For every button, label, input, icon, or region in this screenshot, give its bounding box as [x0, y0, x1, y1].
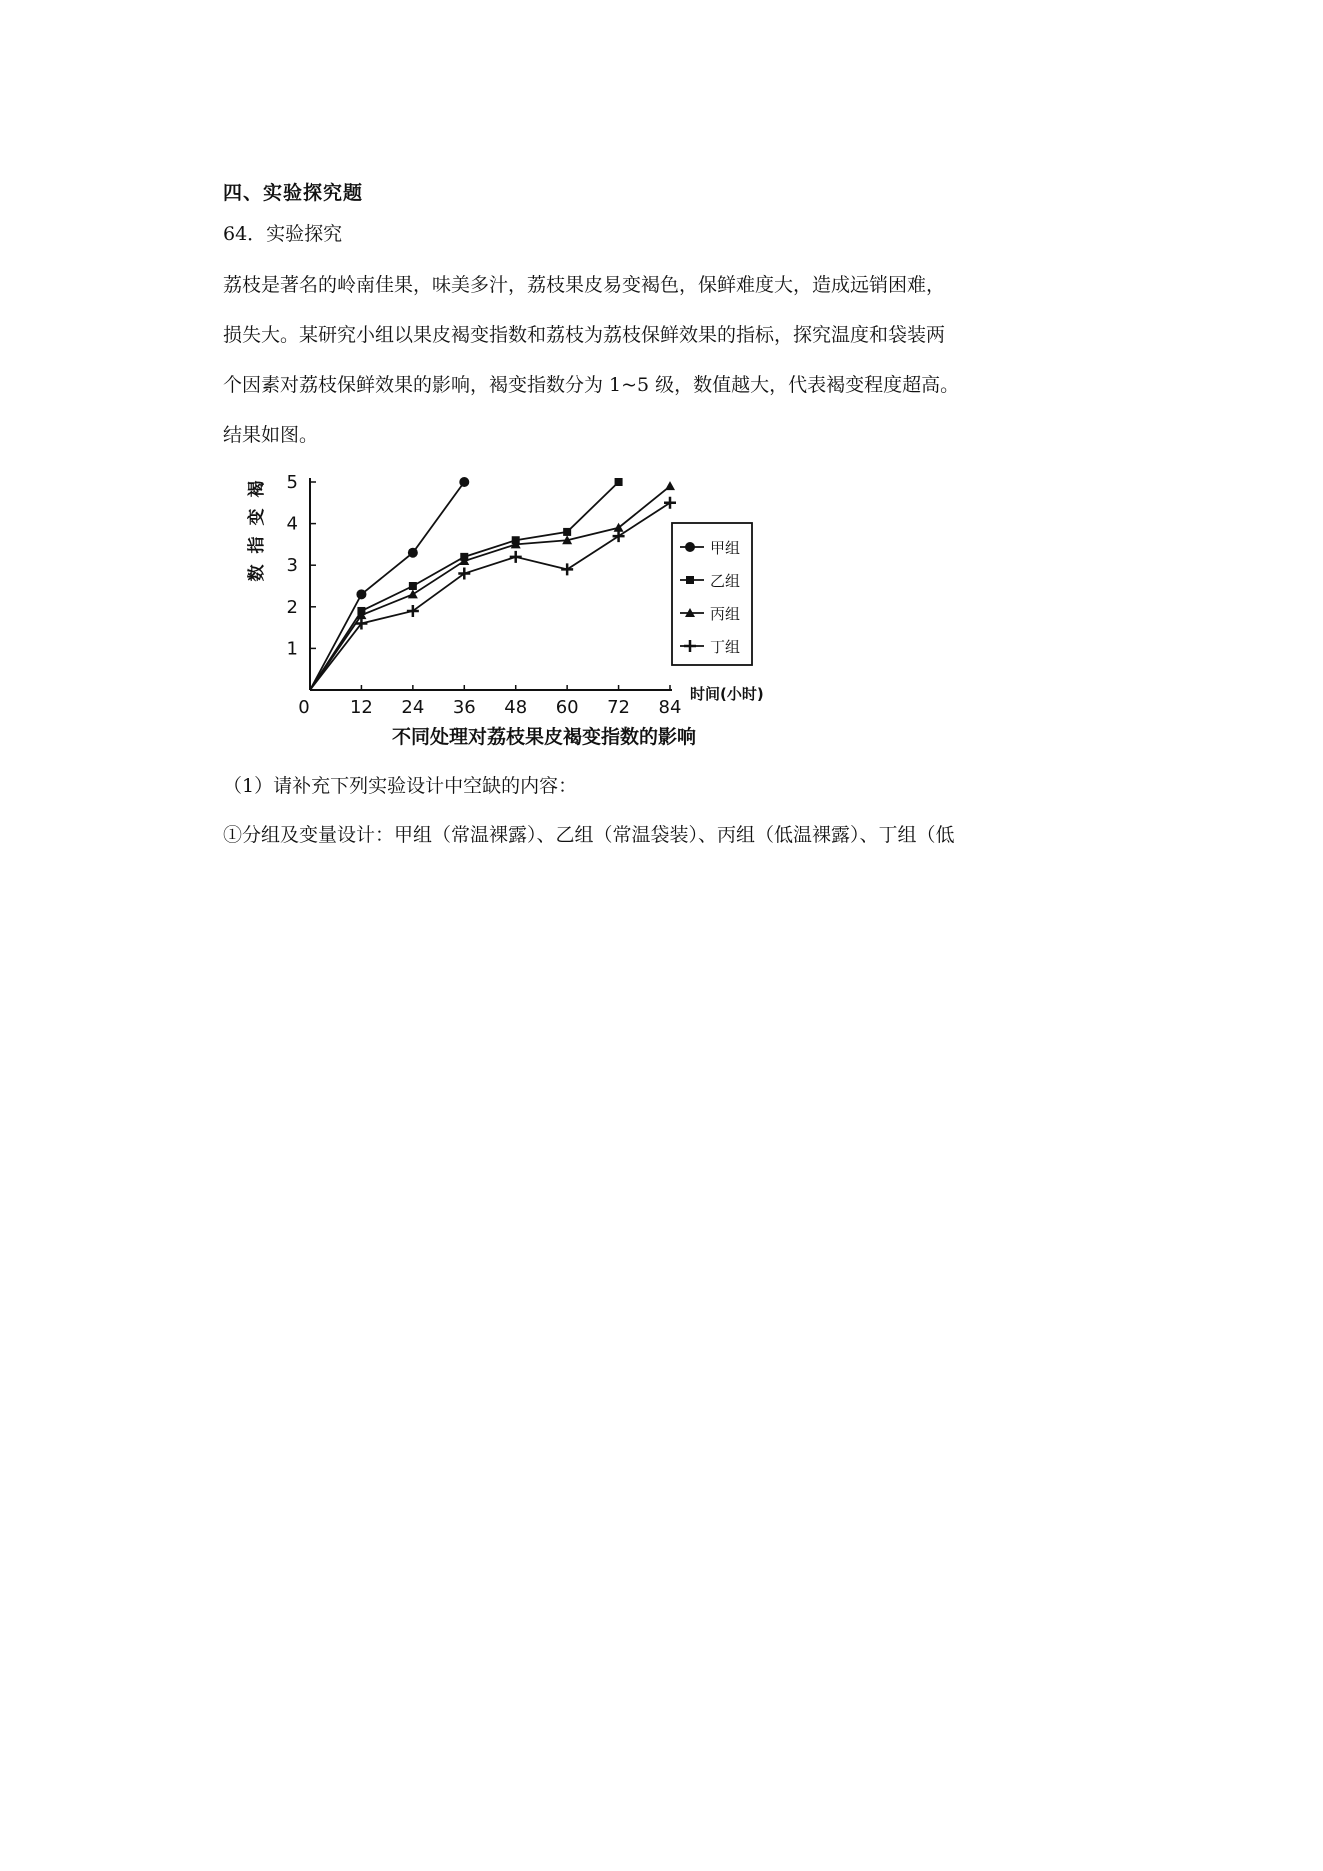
browning-index-chart	[230, 465, 790, 725]
data-point-series-2	[563, 528, 571, 536]
legend-label: 乙组	[710, 572, 741, 590]
chart-caption: 不同处理对荔枝果皮褐变指数的影响	[392, 726, 697, 748]
x-tick-label: 48	[504, 697, 528, 718]
legend-label: 丙组	[710, 605, 741, 623]
data-point-series-4	[407, 605, 419, 617]
data-point-series-4	[458, 568, 470, 580]
question-title: 64．实验探究	[223, 223, 343, 245]
data-point-series-1	[356, 589, 366, 599]
sub-question-1: （1）请补充下列实验设计中空缺的内容：	[223, 775, 578, 797]
series-line-3	[310, 486, 670, 690]
paragraph-line-1: 荔枝是著名的岭南佳果，味美多汁，荔枝果皮易变褐色，保鲜难度大，造成远销困难，	[223, 274, 946, 296]
data-point-series-4	[613, 530, 625, 542]
y-tick-label: 4	[286, 513, 298, 535]
x-tick-label: 72	[607, 697, 631, 718]
legend-label: 甲组	[710, 539, 741, 557]
data-point-series-2	[409, 582, 417, 590]
y-tick-label: 2	[286, 596, 298, 618]
data-point-series-1	[459, 477, 469, 487]
paragraph-line-4: 结果如图。	[223, 424, 319, 446]
x-tick-label: 60	[555, 697, 579, 718]
y-tick-label: 1	[286, 638, 298, 660]
x-axis-label: 时间(小时)	[690, 685, 764, 703]
paragraph-line-2: 损失大。某研究小组以果皮褐变指数和荔枝为荔枝保鲜效果的指标，探究温度和袋装两	[223, 324, 946, 346]
data-point-series-4	[510, 551, 522, 563]
data-point-series-4	[561, 563, 573, 575]
paragraph-line-3: 个因素对荔枝保鲜效果的影响，褐变指数分为 1~5 级，数值越大，代表褐变程度超高。	[223, 374, 960, 396]
y-axis-label-char: 变	[247, 508, 267, 526]
legend-label: 丁组	[710, 638, 741, 656]
section-title: 四、实验探究题	[223, 182, 364, 204]
x-tick-label: 24	[401, 697, 425, 718]
legend-marker	[685, 542, 695, 552]
y-tick-label: 5	[286, 472, 298, 493]
data-point-series-3	[408, 589, 418, 598]
y-tick-label: 3	[286, 555, 298, 577]
x-tick-label: 0	[298, 697, 310, 718]
x-tick-label: 36	[452, 697, 476, 718]
data-point-series-1	[408, 548, 418, 558]
y-axis-label-char: 褐	[247, 480, 267, 498]
x-tick-label: 12	[349, 697, 373, 718]
y-axis-label-char: 指	[247, 536, 267, 554]
y-axis-label-char: 数	[247, 564, 267, 582]
legend-marker	[686, 576, 694, 584]
data-point-series-3	[665, 481, 675, 490]
data-point-series-2	[615, 478, 623, 486]
sub-question-1-item-1: ①分组及变量设计：甲组（常温裸露）、乙组（常温袋装）、丙组（低温裸露）、丁组（低	[223, 824, 955, 846]
chart-figure	[230, 465, 790, 755]
series-line-2	[310, 482, 619, 690]
x-tick-label: 84	[658, 697, 682, 718]
data-point-series-4	[664, 497, 676, 509]
